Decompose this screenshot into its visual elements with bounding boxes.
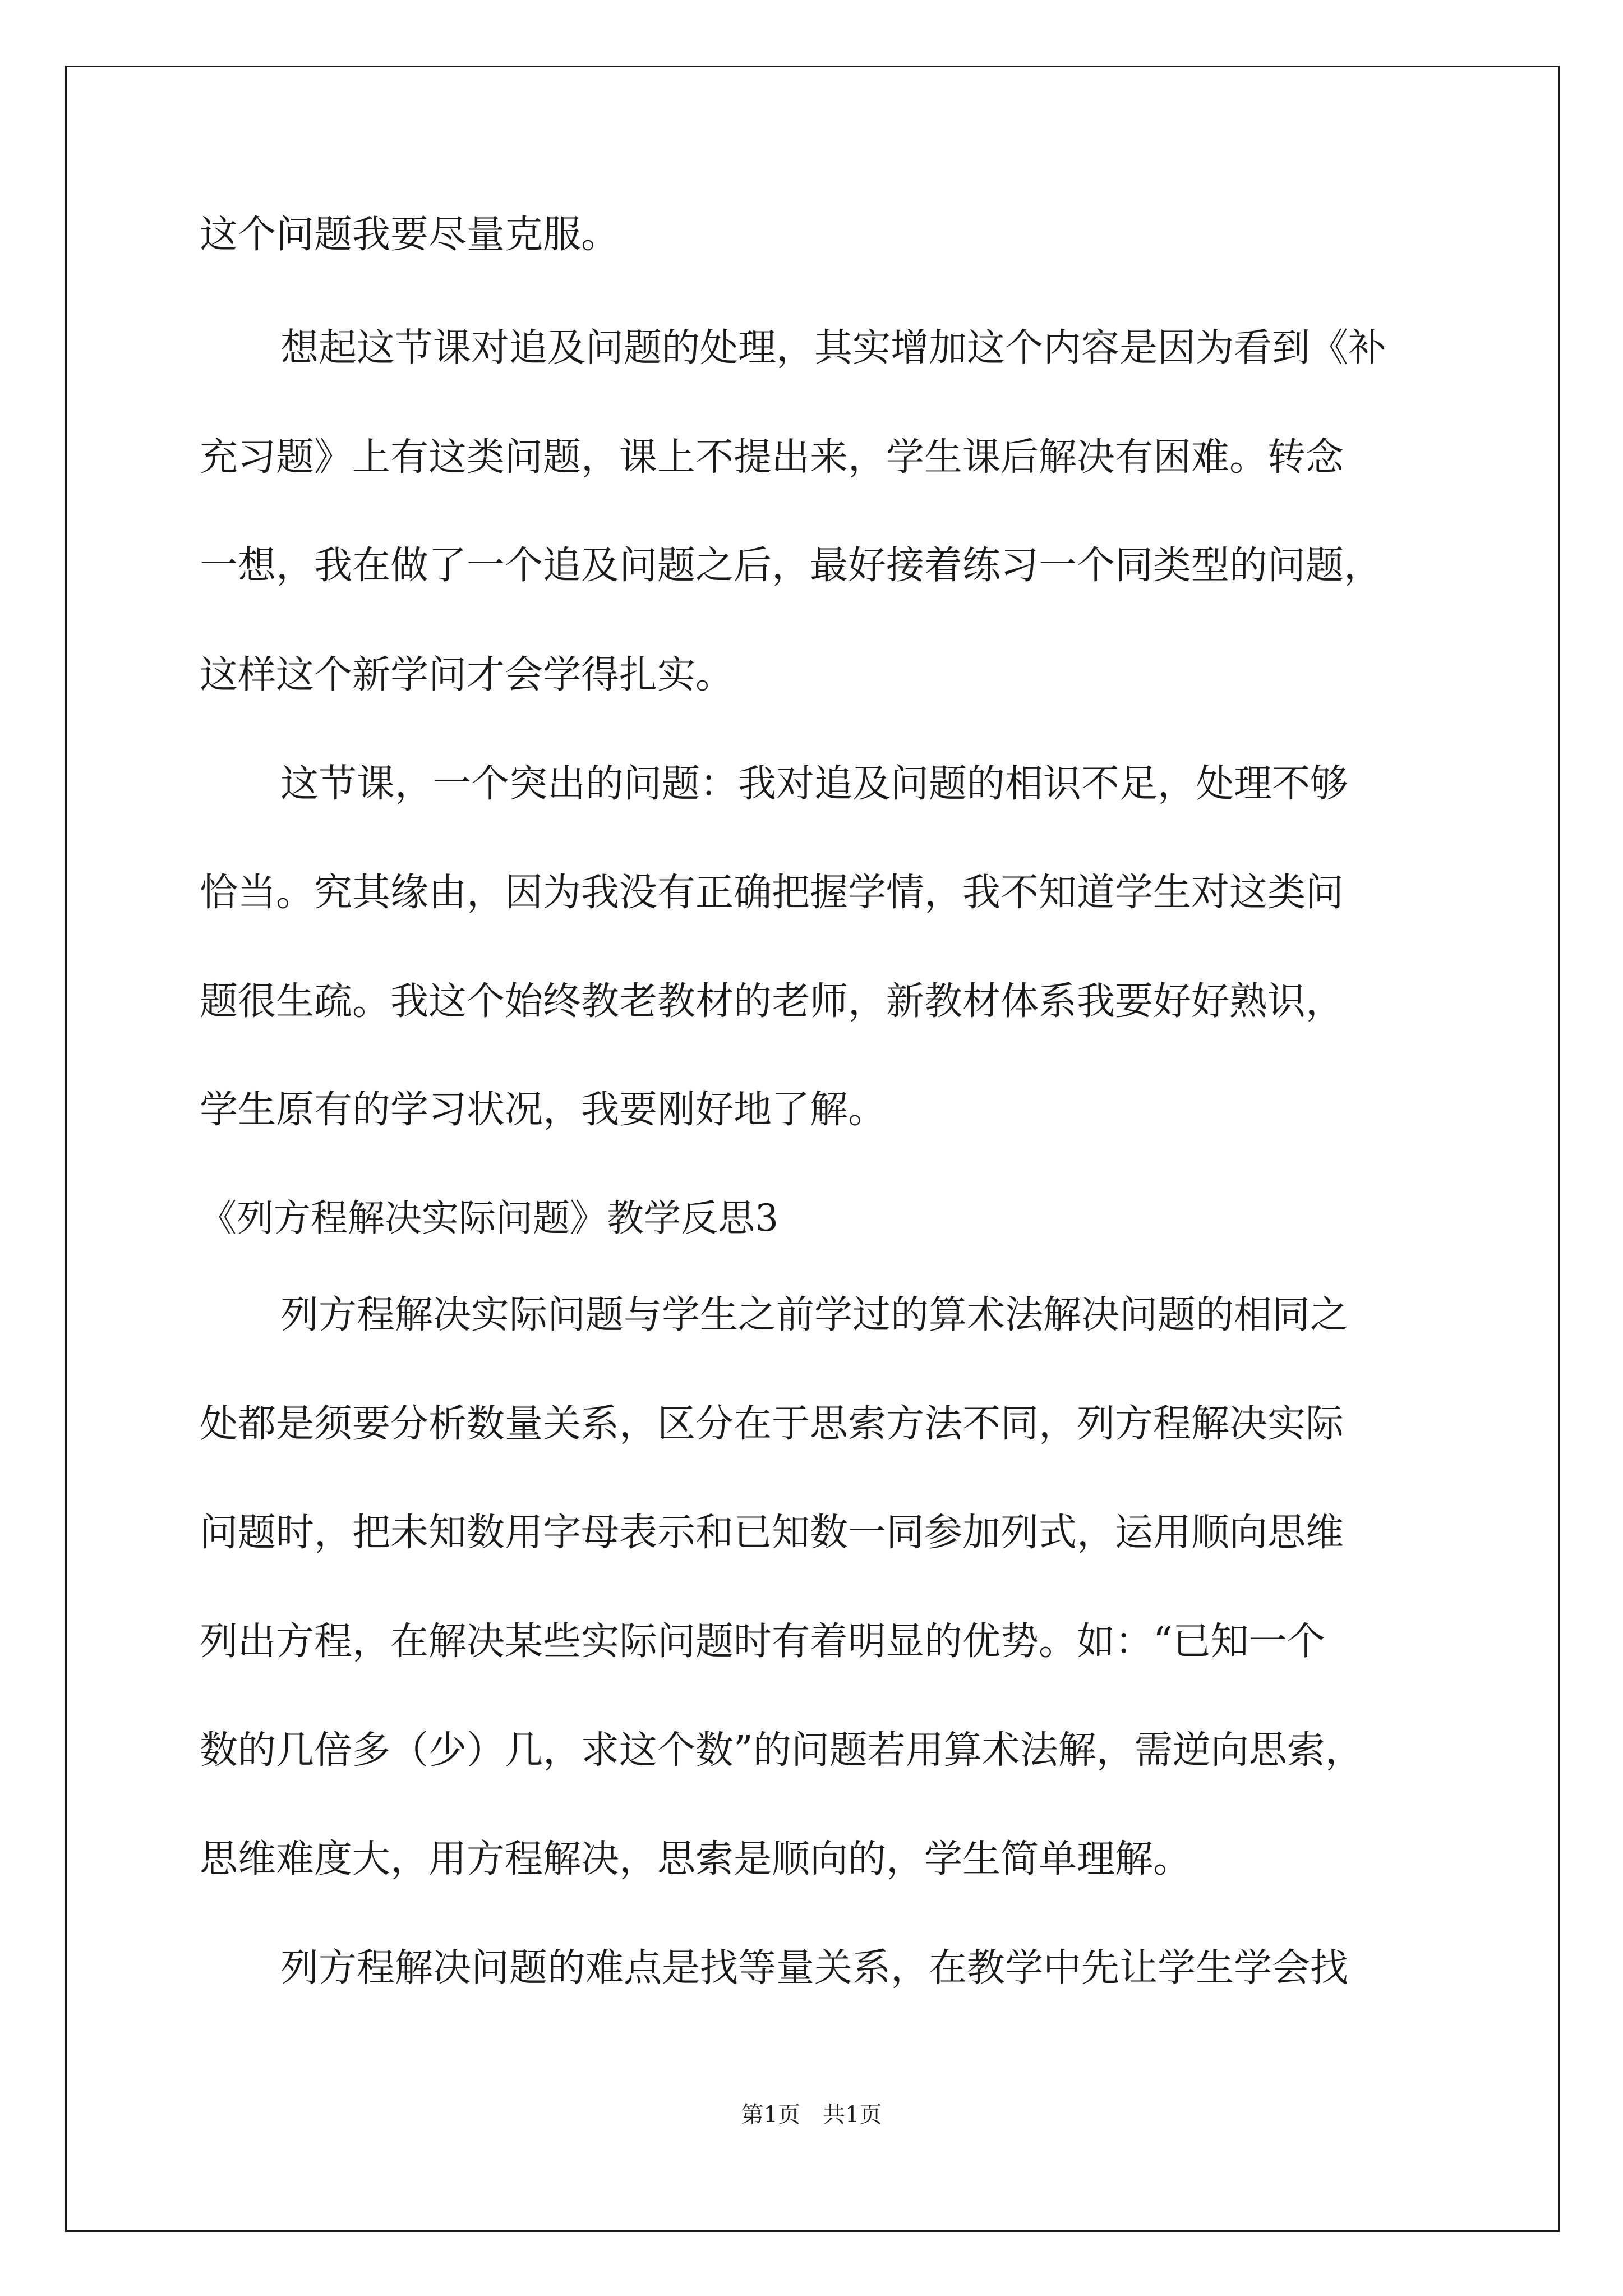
paragraph-line: 题很生疏。我这个始终教老教材的老师，新教材体系我要好好熟识，	[200, 979, 1344, 1024]
paragraph-line: 思维难度大，用方程解决，思索是顺向的，学生简单理解。	[200, 1837, 1192, 1881]
page-border	[65, 66, 1560, 2232]
paragraph-line: 列方程解决问题的难点是找等量关系，在教学中先让学生学会找	[280, 1946, 1349, 1990]
page-footer: 第1页 共1页	[741, 2102, 882, 2128]
paragraph-line: 恰当。究其缘由，因为我没有正确把握学情，我不知道学生对这类问	[200, 871, 1344, 915]
paragraph-line: 列出方程，在解决某些实际问题时有着明显的优势。如：“已知一个	[200, 1619, 1325, 1664]
paragraph-line: 充习题》上有这类问题，课上不提出来，学生课后解决有困难。转念	[200, 435, 1344, 480]
paragraph-line: 这个问题我要尽量克服。	[200, 213, 620, 257]
paragraph-line: 学生原有的学习状况，我要刚好地了解。	[200, 1088, 887, 1132]
paragraph-line: 一想，我在做了一个追及问题之后，最好接着练习一个同类型的问题，	[200, 544, 1382, 588]
paragraph-line: 想起这节课对追及问题的处理，其实增加这个内容是因为看到《补	[280, 326, 1387, 370]
paragraph-line: 问题时，把未知数用字母表示和已知数一同参加列式，运用顺向思维	[200, 1511, 1344, 1555]
paragraph-line: 这样这个新学问才会学得扎实。	[200, 653, 734, 697]
section-heading: 《列方程解决实际问题》教学反思3	[200, 1197, 778, 1240]
paragraph-line: 数的几倍多（少）几，求这个数”的问题若用算术法解，需逆向思索，	[200, 1728, 1363, 1773]
paragraph-line: 处都是须要分析数量关系，区分在于思索方法不同，列方程解决实际	[200, 1402, 1344, 1446]
paragraph-line: 这节课，一个突出的问题：我对追及问题的相识不足，处理不够	[280, 762, 1349, 806]
paragraph-line: 列方程解决实际问题与学生之前学过的算术法解决问题的相同之	[280, 1293, 1349, 1337]
